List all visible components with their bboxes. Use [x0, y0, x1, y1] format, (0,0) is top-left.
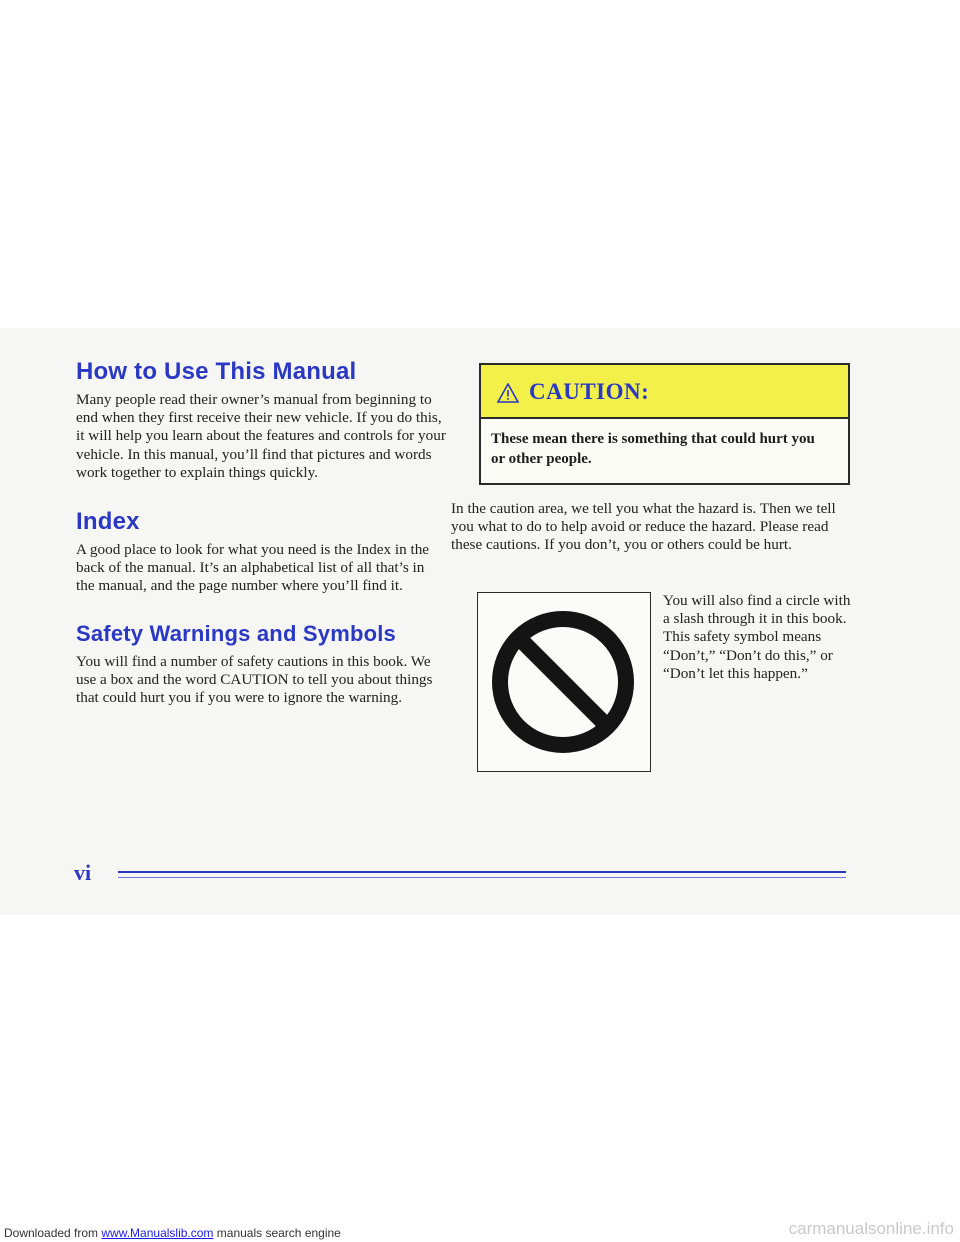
paragraph-safety-symbol: You will also find a circle with a slash through it in this book. This safety symbol means “Don’t,” “Don’t do this,” or “Don’t let this happen.”	[663, 592, 851, 682]
warning-triangle-icon	[497, 383, 519, 403]
download-banner	[4, 1226, 341, 1240]
paragraph-how-to-use: Many people read their owner’s manual from beginning to end when they first receive their new vehicle. If you do this, it will help you learn about the features and controls for your vehicle. In this manual, you’ll find that pictures and words work together to explain things quickly.	[76, 391, 446, 481]
footer-rule	[118, 871, 846, 873]
safety-symbol-box	[477, 592, 651, 772]
caution-body-text: These mean there is something that could hurt you or other people.	[491, 431, 815, 467]
section-heading-how-to-use: How to Use This Manual	[76, 358, 357, 385]
circle-slash-icon	[488, 607, 638, 757]
footer-rule-thin	[118, 877, 846, 878]
banner-prefix: Downloaded from	[4, 1226, 102, 1240]
page-number: vi	[74, 860, 92, 885]
caution-box	[479, 363, 850, 485]
paragraph-caution-area: In the caution area, we tell you what the hazard is. Then we tell you what to do to help avoid or reduce the hazard. Please read these cautions. If you don’t, you or others could be hurt.	[451, 500, 836, 554]
paragraph-safety: You will find a number of safety cautions in this book. We use a box and the word CAUTION to tell you about things that could hurt you if you were to ignore the warning.	[76, 653, 433, 707]
caution-header	[481, 365, 848, 419]
watermark-text: carmanualsonline.info	[788, 1219, 954, 1238]
banner-suffix: manuals search engine	[213, 1226, 341, 1240]
paragraph-index: A good place to look for what you need is the Index in the back of the manual. It’s an alphabetical list of all that’s in the manual, and the page number where you’ll find it.	[76, 541, 430, 595]
caution-title: CAUTION:	[529, 379, 650, 404]
section-heading-index: Index	[76, 508, 140, 535]
section-heading-safety: Safety Warnings and Symbols	[76, 621, 396, 646]
manualslib-link[interactable]: www.Manualslib.com	[101, 1226, 214, 1240]
